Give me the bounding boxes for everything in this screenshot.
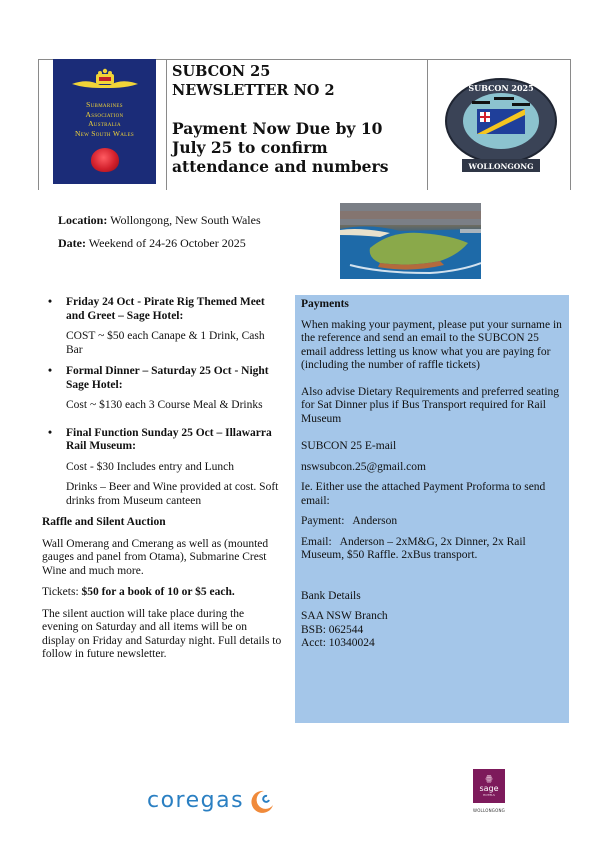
payment-instructions: When making your payment, please put your surname in the reference and send an email to the SUBCON 25 email address letting us know what you are paying for (including the number of raffle tickets) (301, 318, 562, 371)
raffle-tickets (42, 586, 282, 600)
coregas-wordmark: coregas (147, 788, 245, 813)
wollongong-aerial-photo (340, 203, 481, 279)
event-schedule (42, 296, 282, 662)
example-payment: Payment: Anderson (301, 515, 398, 527)
schedule-heading: Final Function Sunday 25 Oct – Illawarra Rail Museum: (66, 426, 272, 452)
payment-notice (172, 119, 424, 176)
bullet-icon: • (48, 365, 53, 377)
coregas-logo (147, 788, 274, 813)
sage-wordmark: sage (479, 784, 499, 793)
newsletter-title (172, 62, 424, 176)
title-line: NEWSLETTER NO 2 (172, 82, 335, 99)
schedule-detail: Drinks – Beer and Wine provided at cost. Soft drinks from Museum canteen (66, 481, 279, 507)
schedule-heading: Formal Dinner – Saturday 25 Oct - Night Sage Hotel: (66, 365, 269, 391)
location-label: Location: (58, 213, 108, 227)
bank-bsb: BSB: 062544 (301, 623, 364, 636)
payments-heading: Payments (301, 298, 349, 310)
bullet-icon: • (48, 426, 53, 439)
notice-line: July 25 to confirm (172, 138, 328, 157)
header-table-divider (38, 59, 39, 190)
schedule-detail: COST ~ $50 each Canape & 1 Drink, Cash Bar (66, 330, 265, 356)
saa-logo-text (75, 100, 134, 138)
raffle-items: Wall Omerang and Cmerang as well as (mounted gauges and panel from Otama), Submarine Crest Wine and much more. (42, 537, 269, 577)
schedule-detail: Cost ~ $130 each 3 Course Meal & Drinks (66, 399, 263, 411)
header-table-divider (166, 59, 167, 190)
schedule-item (42, 365, 282, 392)
event-date (58, 236, 246, 250)
coregas-swirl-icon (250, 789, 274, 813)
bullet-icon: • (48, 296, 53, 308)
example-email: Email: Anderson – 2xM&G, 2x Dinner, 2x Rail Museum, $50 Raffle. 2xBus transport. (301, 535, 529, 561)
header-table-divider (570, 59, 571, 190)
saa-line: Association (85, 109, 124, 119)
title-line: SUBCON 25 (172, 63, 271, 80)
email-address[interactable]: nswsubcon.25@gmail.com (301, 460, 426, 473)
saa-line: New South Wales (75, 128, 134, 138)
sage-hotel-logo (472, 769, 506, 822)
saa-line: Australia (88, 119, 121, 128)
saa-line: Submarines (86, 100, 123, 109)
location-value: Wollongong, New South Wales (107, 213, 261, 227)
date-value: Weekend of 24-26 October 2025 (85, 236, 246, 250)
tickets-value: $50 for a book of 10 or $5 each. (81, 586, 235, 598)
sage-logo-box (473, 769, 505, 803)
payment-advise: Also advise Dietary Requirements and preferred seating for Sat Dinner plus if Bus Transport required for Rail Museum (301, 385, 560, 425)
email-label: SUBCON 25 E-mail (301, 440, 397, 452)
date-label: Date: (58, 236, 86, 250)
bank-name: SAA NSW Branch (301, 610, 388, 622)
event-location (58, 213, 261, 227)
bank-heading: Bank Details (301, 589, 361, 602)
notice-line: Payment Now Due by 10 (172, 119, 383, 138)
schedule-heading: Friday 24 Oct - Pirate Rig Themed Meet and Greet – Sage Hotel: (66, 296, 265, 322)
auction-details: The silent auction will take place during the evening on Saturday and all items will be on display on Friday and Saturday night. Full details to follow in future newsletter. (42, 607, 282, 660)
notice-line: attendance and numbers (172, 157, 389, 176)
dolphins-crown-icon (70, 68, 140, 94)
sage-location: WOLLONGONG (473, 808, 505, 813)
bank-details (301, 610, 563, 651)
schedule-item (42, 296, 282, 323)
sage-swirl-icon: ꙮ (485, 774, 493, 783)
schedule-item (42, 427, 282, 454)
svg-text:SUBCON 2025: SUBCON 2025 (468, 83, 534, 93)
tickets-label: Tickets: (42, 586, 82, 598)
bank-account: Acct: 10340024 (301, 637, 375, 649)
schedule-detail: Cost - $30 Includes entry and Lunch (66, 460, 234, 473)
proforma-note: Ie. Either use the attached Payment Proforma to send email: (301, 481, 546, 507)
raffle-heading: Raffle and Silent Auction (42, 516, 166, 528)
svg-text:WOLLONGONG: WOLLONGONG (468, 162, 534, 171)
saa-nsw-logo (53, 59, 156, 184)
header-table-divider (427, 59, 428, 190)
sage-sub: HOTELS (483, 793, 495, 797)
subcon-2025-badge (442, 75, 560, 180)
payments-panel (295, 295, 569, 723)
waratah-flower-icon (91, 148, 119, 172)
